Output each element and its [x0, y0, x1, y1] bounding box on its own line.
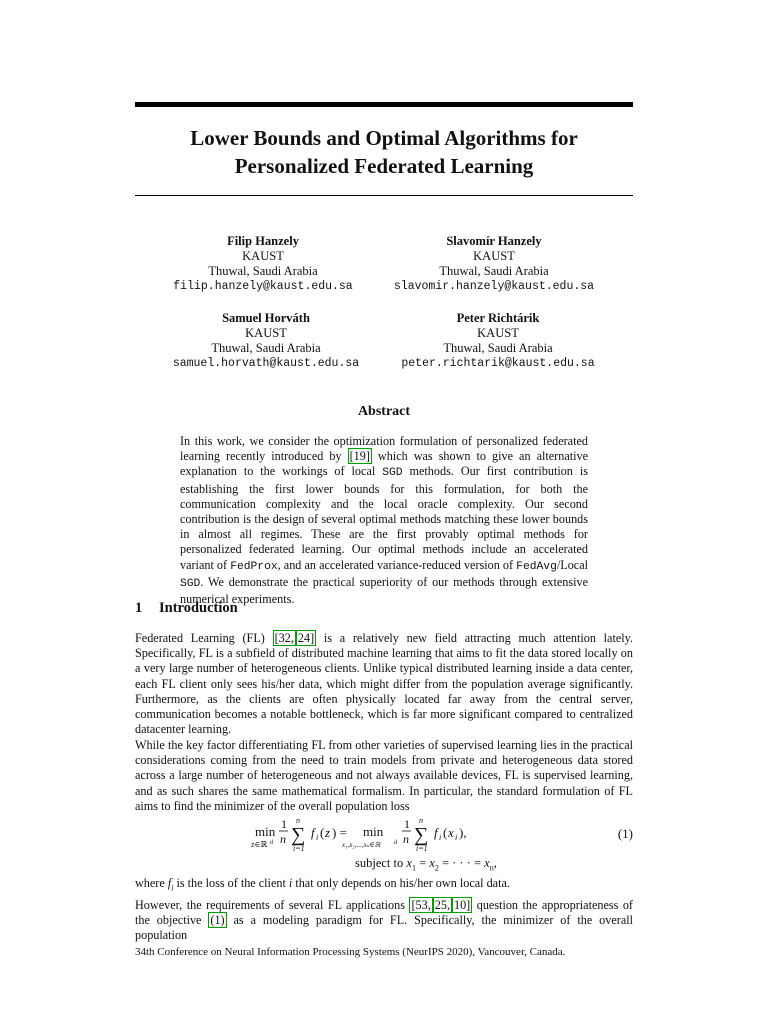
math-token: n: [296, 816, 300, 825]
math-token: d: [270, 840, 273, 846]
author-location: Thuwal, Saudi Arabia: [443, 341, 553, 355]
intro-paragraph-2: While the key factor differentiating FL from other varieties of supervised learning lies in the practical considerations coming from the need to train models from private and heterogeneous data stored across a large number of heterogeneous and not always available devices, FL is supervised learning, and as such shares the same mathematical formalism. In particular, the standard formulation of FL aims to find the minimizer of the overall population loss: [135, 738, 633, 813]
abstract-text-run: /Local: [556, 557, 588, 572]
citation-link[interactable]: [53,: [411, 898, 431, 912]
math-token: i=1: [293, 844, 305, 853]
paragraph-text-run: where: [135, 876, 168, 890]
math-token: d: [394, 840, 397, 846]
math-token: n: [280, 832, 286, 846]
math-token: min: [255, 824, 276, 839]
author-affiliation: KAUST: [473, 249, 515, 263]
math-token: i: [455, 833, 458, 842]
author-block: [379, 234, 609, 294]
math-token: (: [320, 825, 325, 840]
math-token: x: [429, 856, 435, 870]
constraint-label: subject to: [355, 856, 404, 870]
author-block: [151, 311, 381, 371]
intro-paragraph-4: [135, 898, 633, 944]
title-rule: [135, 195, 633, 196]
section-heading: [135, 600, 238, 617]
author-name: Peter Richtárik: [456, 311, 540, 325]
paper-title: [135, 124, 633, 180]
math-token: i: [288, 876, 293, 890]
code-term: SGD: [180, 577, 201, 590]
abstract-text-run: In this work, we consider the optimization formulation of personalized federated learning recently introduced by: [180, 434, 588, 464]
math-token: x₁,x₂,...,xₙ∈ℝ: [342, 841, 381, 849]
code-term: FedProx: [230, 560, 278, 573]
math-token: z: [325, 825, 331, 840]
equation-constraint: subject to $x_1 = x_2$ = · · · = $x_n$,: [355, 856, 497, 873]
author-email[interactable]: filip.hanzely@kaust.edu.sa: [173, 280, 353, 293]
intro-paragraph-1: [135, 631, 633, 737]
conference-footer: 34th Conference on Neural Information Processing Systems (NeurIPS 2020), Vancouver, Canada.: [135, 946, 566, 958]
math-token: i=1: [416, 844, 428, 853]
title-line-1: Lower Bounds and Optimal Algorithms for: [190, 126, 578, 150]
equation-formula: [251, 814, 505, 854]
math-token: f: [311, 825, 315, 840]
math-token: ),: [459, 825, 467, 840]
code-term: SGD: [382, 467, 403, 480]
math-token: z∈ℝ: [251, 840, 268, 849]
math-token: $f_i$: [167, 876, 174, 893]
top-rule: [135, 102, 633, 107]
math-token: 1: [411, 863, 416, 873]
author-affiliation: KAUST: [242, 249, 284, 263]
abstract-text-run: methods. Our first contribution is establishing the first lower bounds for this formulation, for both the communication complexity and the local oracle complexity. Our second contribution is the design of several optimal methods matching these lower bounds in almost all regimes. These are the first provably optimal methods for personalized federated learning. Our optimal methods include an accelerated variant of: [180, 464, 588, 572]
author-affiliation: KAUST: [245, 326, 287, 340]
author-location: Thuwal, Saudi Arabia: [439, 264, 549, 278]
intro-paragraph-3: [135, 876, 633, 896]
author-block: [383, 311, 613, 371]
paragraph-text-run: Federated Learning (FL): [135, 631, 273, 645]
math-token: x: [448, 825, 454, 840]
math-token: ∑: [291, 824, 306, 846]
math-token: n: [489, 863, 494, 873]
paragraph-text-run: that only depends on his/her own local data.: [292, 876, 510, 890]
abstract-heading: Abstract: [357, 404, 411, 419]
math-token: x: [484, 856, 490, 870]
section-number: 1: [135, 600, 143, 616]
citation-link[interactable]: [32,: [274, 631, 294, 645]
author-email[interactable]: slavomir.hanzely@kaust.edu.sa: [393, 280, 595, 293]
title-line-2: Personalized Federated Learning: [234, 154, 534, 178]
math-token: x: [406, 856, 412, 870]
paragraph-text-run: as a modeling paradigm for FL. Specifically, the minimizer of the overall population: [135, 913, 633, 943]
math-token: n: [403, 832, 409, 846]
author-email[interactable]: samuel.horvath@kaust.edu.sa: [172, 357, 360, 370]
author-location: Thuwal, Saudi Arabia: [211, 341, 321, 355]
abstract-text-run: . We demonstrate the practical superiority of our methods through extensive numerical experiments.: [180, 574, 588, 607]
math-token: i: [439, 833, 442, 842]
section-title: Introduction: [159, 600, 238, 616]
math-token: (: [443, 825, 448, 840]
author-block: [148, 234, 378, 294]
math-token: f: [434, 825, 438, 840]
abstract-text: [180, 434, 588, 607]
math-token: n: [419, 816, 423, 825]
equation-number: (1): [617, 826, 633, 841]
abstract-text-run: , and an accelerated variance-reduced version of: [277, 557, 517, 572]
math-token: 1: [404, 817, 410, 831]
code-term: FedAvg: [516, 560, 557, 573]
paragraph-text-run: is a relatively new field attracting much attention lately. Specifically, FL is a subfield of distributed machine learning that aims to fit the data stored locally on a very large number of heterogeneous clients. Unlike typical distributed learning inside a data center, each FL client only sees his/her data, which might differ from the population average significantly. Furthermore, as the clients are often physically located far away from the central server, communication becomes a notable bottleneck, which is far more significant compared to centralized datacenter learning.: [135, 631, 633, 737]
math-token: min: [363, 824, 384, 839]
author-location: Thuwal, Saudi Arabia: [208, 264, 318, 278]
math-token: ) =: [332, 825, 347, 840]
math-token: ∑: [414, 824, 429, 846]
author-name: Slavomír Hanzely: [446, 234, 542, 248]
abstract-text-run: which was shown to give an alternative explanation to the workings of local: [180, 449, 588, 479]
citation-link[interactable]: (1): [210, 913, 225, 928]
citation-link[interactable]: 25,: [434, 898, 450, 912]
citation-link[interactable]: 10]: [453, 898, 471, 912]
citation-link[interactable]: 24]: [297, 631, 315, 645]
math-token: i: [316, 833, 319, 842]
math-token: 2: [434, 863, 439, 873]
author-affiliation: KAUST: [477, 326, 519, 340]
author-name: Filip Hanzely: [227, 234, 299, 248]
paragraph-text-run: is the loss of the client: [173, 876, 289, 890]
equation-1: [135, 814, 633, 873]
author-name: Samuel Horváth: [222, 311, 310, 325]
author-email[interactable]: peter.richtarik@kaust.edu.sa: [401, 357, 595, 370]
paragraph-text-run: question the appropriateness of the objective: [135, 898, 633, 928]
paragraph-text-run: However, the requirements of several FL applications: [135, 898, 410, 912]
math-token: 1: [281, 817, 287, 831]
citation-link[interactable]: [19]: [349, 449, 370, 464]
